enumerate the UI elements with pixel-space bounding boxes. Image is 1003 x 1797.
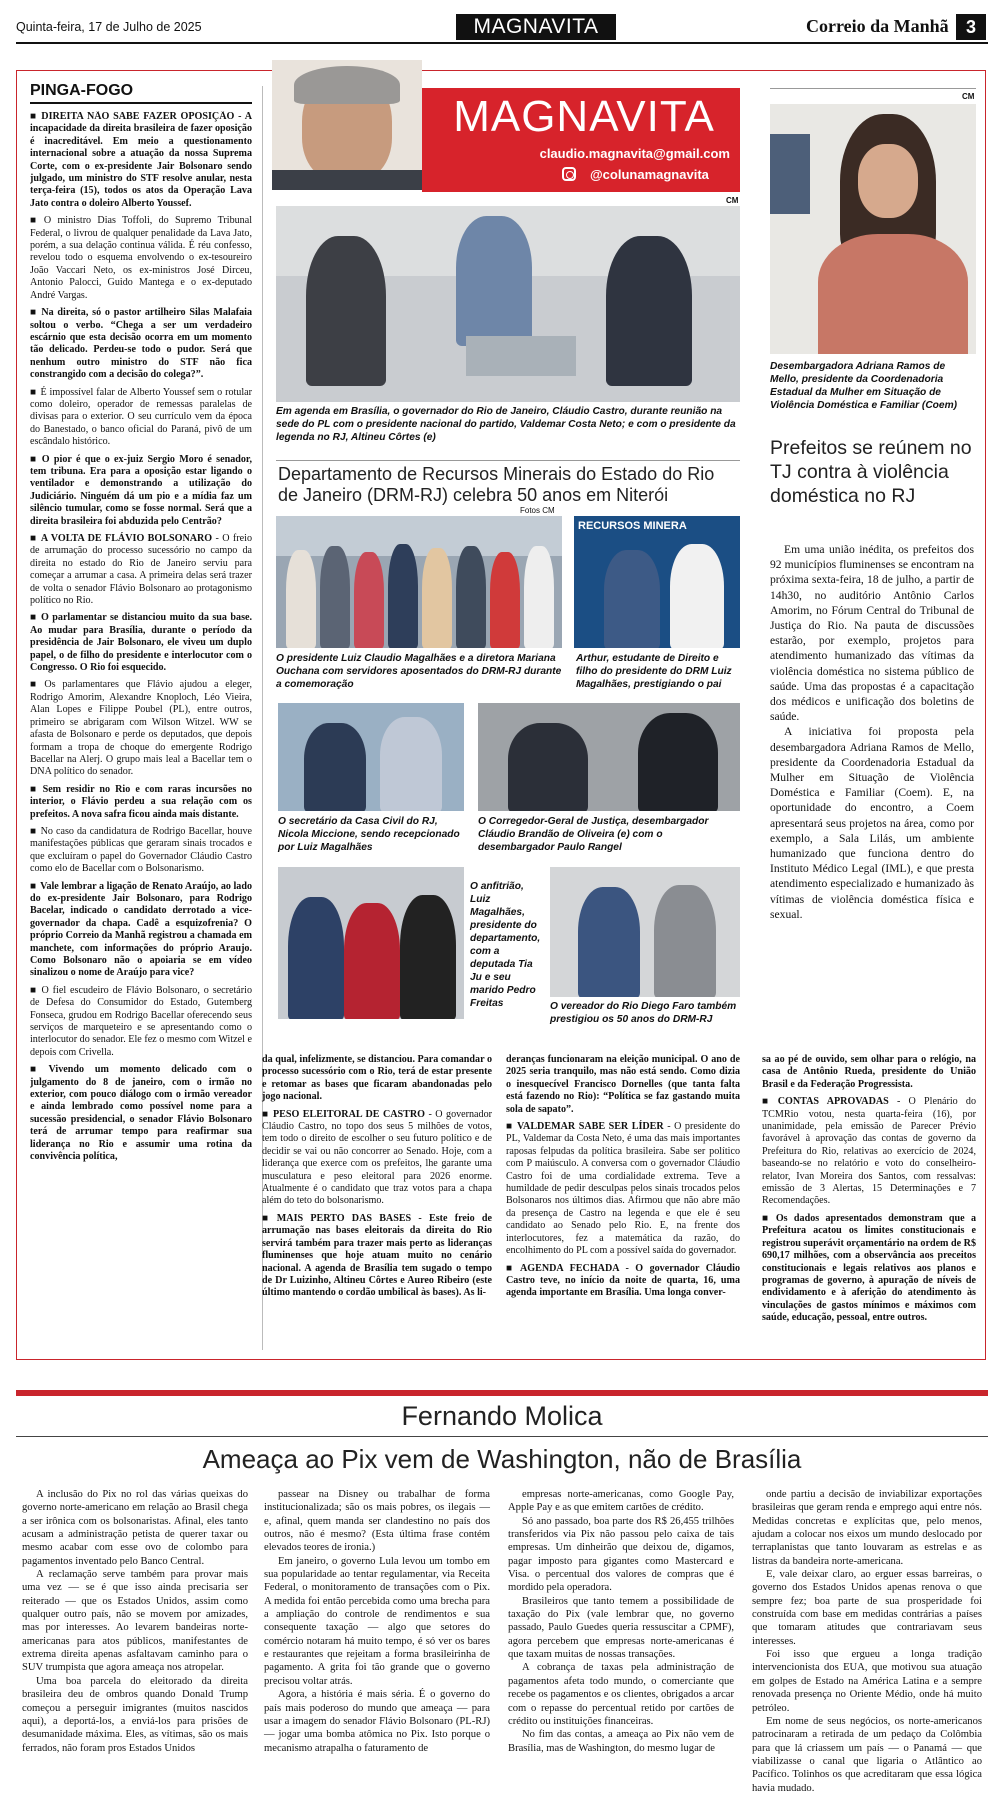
article-paragraph: Brasileiros que tanto temem a possibilidade de taxação do Pix (vale lembrar que, no governo passado, Paulo Guedes queria ressuscitar a CPMF), agora percebem que empresas norte-americanas é que taxam muitas de nossas transações.: [508, 1595, 734, 1661]
note-text: O ministro Dias Toffoli, do Supremo Tribunal Federal, o livrou de qualquer penalidade da Lava Jato, porém, a sua delação continua válida. É réu confesso, revelou todo o esquema envolvendo o ex-tesoureiro João Vaccari Neto, os ex-ministros José Dirceu, Antonio Palocci, Guido Mantega e o ex-deputado André Vargas.: [30, 215, 252, 301]
pinga-fogo-column: [30, 111, 252, 1351]
note-paragraph: [30, 679, 252, 778]
continuation-col-1: [262, 1054, 492, 1305]
molica-headline: Ameaça ao Pix vem de Washington, não de Brasília: [202, 1444, 802, 1474]
note-paragraph: [30, 454, 252, 528]
note-paragraph: [506, 1054, 740, 1116]
section-rule: [276, 460, 740, 461]
right-story-body: [770, 542, 974, 922]
columnist-instagram: @colunamagnavita: [590, 167, 709, 182]
note-text: - O governador Cláudio Castro teve, no início da noite de quarta, 16, uma agenda importante em Brasília. Uma longa conver-: [506, 1262, 740, 1299]
note-text: sa ao pé de ouvido, sem olhar para o relógio, na casa de Antônio Rueda, presidente do União Brasil e da Federação Progressista.: [762, 1054, 976, 1090]
right-story-headline: Prefeitos se reúnem no TJ contra à violência doméstica no RJ: [770, 437, 972, 507]
molica-author-rule: [16, 1436, 988, 1437]
note-paragraph: [262, 1109, 492, 1208]
column-title: MAGNAVITA: [453, 92, 715, 141]
note-text: - O presidente do PL, Valdemar da Costa Neto, é uma das mais importantes raposas felpudas da política brasileira. Sabe ser político com P maiúsculo. A conversa com o governador Cláudio Castro foi de uma cordialidade extrema. Teve a humildade de pedir desculpas pelos sinais trocados pelos Bolsonaros nos últimos dias. Afirmou que não abre mão da presença de Castro na legenda e que ele é seu candidato ao Senado pelo Rio. E, na frente dos interlocutores, fez a matemática da razão, do encolhimento do PL com a possível saída do governador.: [506, 1121, 741, 1257]
note-text: - A incapacidade da direita brasileira de fazer oposição é inacreditável. Em meio a questionamento internacional sobre a atuação da nossa Suprema Corte, com o ex-presidente Jair Bolsonaro sendo julgado, um ministro do STF resolve anular, nesta terça-feira (15), todos os atos da Operação Lava Jato contra o doleiro Alberto Youssef.: [30, 111, 252, 209]
header-rule: [16, 42, 988, 44]
note-lead: A VOLTA DE FLÁVIO BOLSONARO: [40, 533, 213, 544]
molica-top-bar: [16, 1390, 988, 1396]
continuation-col-2: [506, 1054, 740, 1305]
note-text: O fiel escudeiro de Flávio Bolsonaro, o secretário de Defesa do Consumidor do Estado, Gutemberg Fonseca, grudou em Rodrigo Bacellar oferecendo seus serviços de marqueteiro e se apresentando como o interlocutor do senador. Ele fez o mesmo com Witzel e depois com Crivella.: [30, 984, 252, 1058]
note-text: - O freio de arrumação do processo sucessório no campo da direita no estado do Rio de Janeiro serviu para começar a arrumar a casa. A primeira delas será trazer de volta o senador Flávio Bolsonaro ao protagonismo político no Rio.: [30, 533, 252, 607]
newspaper-name: Correio da Manhã: [806, 16, 949, 36]
note-paragraph: [30, 612, 252, 674]
note-paragraph: [762, 1213, 976, 1325]
arthur-photo: [574, 516, 740, 648]
note-text: No caso da candidatura de Rodrigo Bacellar, houve manifestações públicas que geraram sinais trocados e que excluíram o papel do Governador Cláudio Castro como elo de Bacellar com o Bolsonarismo.: [30, 825, 252, 875]
note-paragraph: [262, 1054, 492, 1104]
note-paragraph: [762, 1096, 976, 1208]
note-lead: CONTAS APROVADAS: [777, 1096, 889, 1108]
note-text: É impossível falar de Alberto Youssef sem o rotular como doleiro, operador de remessas paralelas de divisas para o exterior. O seu currículo vem da época do Banestado, o banco oficial do Paraná, pivô de um escândalo histórico.: [30, 386, 252, 448]
article-paragraph: passear na Disney ou trabalhar de forma institucionalizada; são os mais pobres, os ilegais — e, afinal, quem manda ser clandestino no país dos outros, não é mesmo? (Esta última frase contém elevados teores de ironia.): [264, 1489, 490, 1554]
drm-caption-4: O Corregedor-Geral de Justiça, desembargador Cláudio Brandão de Oliveira (e) com o desembargador Paulo Rangel: [478, 816, 709, 853]
article-paragraph: No fim das contas, a ameaça ao Pix não vem de Brasília, mas de Washington, do mesmo lugar de: [508, 1729, 734, 1754]
article-paragraph: onde partiu a decisão de inviabilizar exportações brasileiras que geram renda e emprego aqui entre nós. Medidas concretas e explícitas que, pelo menos, ajudam a colocar nos eixos um mundo deslocado por terraplanistas que tanto louvaram as estrelas e as listras da bandeira norte-americana.: [752, 1489, 982, 1567]
molica-col-2: [264, 1488, 490, 1755]
note-paragraph: [30, 881, 252, 980]
note-text: - O Plenário do TCMRio votou, nesta quarta-feira (16), por unanimidade, pela emissão de Parecer Prévio favorável à aprovação das contas de governo da Prefeitura do Rio, relativas ao exercício de 2024, baseando-se no relatório e voto do conselheiro-relator, Ivan Moreira dos Santos, com ressalvas: emissão de 3 Alertas, 15 Determinações e 7 Recomendações.: [762, 1096, 976, 1207]
note-lead: AGENDA FECHADA: [519, 1262, 619, 1274]
continuation-col-3: [762, 1054, 976, 1330]
drm-headline: Departamento de Recursos Minerais do Estado do Rio de Janeiro (DRM-RJ) celebra 50 anos em Niterói: [278, 464, 715, 505]
note-text: - Este freio de arrumação nas bases eleitorais da direita do Rio servirá também para trazer mais perto as lideranças fluminenses que hoje atuam muito no cenário nacional. A agenda de Brasília tem sugado o tempo de Dr Luizinho, Altineu Côrtes e Aureo Ribeiro (este último mantendo o cordão umbilical às bases). As li-: [262, 1212, 493, 1299]
article-paragraph: A cobrança de taxas pela administração de pagamentos afeta todo mundo, o comerciante que recebe os pagamentos e os clientes, obrigados a arcar com o repasse do percentual retido por cartões de crédito ou instituições financeiras.: [508, 1662, 734, 1727]
article-paragraph: A reclamação serve também para provar mais uma vez — se é que isso ainda precisaria ser reiterado — que os Estados Unidos, assim como qualquer outro país, não se movem por amizades, mas por interesses. Ao levarem bandeiras norte-americanas para atos públicos, manifestantes de extrema direita apenas asfaltavam caminho para o SUV trumpista que agora ameaça nos atropelar.: [22, 1569, 248, 1674]
note-text: deranças funcionaram na eleição municipal. O ano de 2025 seria tranquilo, mas não está sendo. Como dizia o inesquecível Francisco Dornelles (que tanta falta está fazendo no Rio): “Política se faz gastando muita sola de sapato”.: [506, 1054, 740, 1115]
right-top-rule: [770, 88, 976, 89]
note-paragraph: [30, 387, 252, 449]
note-paragraph: [30, 826, 252, 876]
meeting-photo: [276, 206, 740, 402]
note-text: O pior é que o ex-juiz Sergio Moro é senador, tem tribuna. Era para a oposição estar ligando o ventilador e demonstrando a utilização do Judiciário. Ninguém dá um pio e a mídia faz um silêncio tumular, como se fosse normal. Será que a direita brasileira foi abduzida pelo Centrão?: [30, 453, 252, 527]
note-lead: DIREITA NÃO SABE FAZER OPOSIÇÃO: [41, 111, 235, 122]
drm-photo-credit: Fotos CM: [520, 506, 555, 515]
note-paragraph: [506, 1263, 740, 1300]
note-text: - O governador Cláudio Castro, no topo dos seus 5 milhões de votos, tem todo o direito de escolher o seu futuro político e de decidir se vai ou não concorrer ao Senado. Hoje, com a liderança que exerce com os prefeitos, lhe garante uma musculatura e peso eleitoral para 2026 enorme. Atualmente é o candidato que traz votos para a chapa além do teto do bolsonarismo.: [262, 1108, 492, 1207]
drm-group-photo: [276, 516, 562, 648]
note-paragraph: [30, 533, 252, 607]
note-text: Na direita, só o pastor artilheiro Silas Malafaia soltou o verbo. “Chega a ser um verdadeiro escárnio que esta decisão ocorra em um momento tão delicado. Perdeu-se todo o pudor. Será que nenhum outro ministro do STF não fica constrangido com a decisão do colega?”.: [30, 307, 252, 381]
pinga-fogo-rule: [30, 102, 252, 104]
note-text: Vale lembrar a ligação de Renato Araújo, ao lado do ex-presidente Jair Bolsonaro, para Rodrigo Bacelar, indicado o candidato derrotado a vice-governador da chapa. Cadê a esquizofrenia? O próprio Correio da Manhã registrou a chamada em manchete, com informações do próprio Araujo. Como Bolsonaro não o apoiaria se em vídeo sinalizou o nome de Araújo para vice?: [30, 880, 252, 979]
instagram-icon: [562, 167, 576, 181]
drm-caption-1: O presidente Luiz Claudio Magalhães e a diretora Mariana Ouchana com servidores aposentados do DRM-RJ durante a comemoração: [276, 653, 562, 690]
photo-credit: CM: [726, 196, 739, 205]
article-paragraph: Em janeiro, o governo Lula levou um tombo em sua popularidade ao tentar regulamentar, via Receita Federal, o monitoramento de transações com o Pix. A medida foi então percebida como uma brecha para a ampliação do controle de rendimentos e sua consequente taxação — algo que setores do comércio notaram há muito tempo, é só ver os bares e restaurantes que rejeitam a forma brasileirinha de pagamento. A grita foi tão grande que o governo precisou voltar atrás.: [264, 1555, 490, 1687]
article-paragraph: Em uma união inédita, os prefeitos dos 92 municípios fluminenses se encontram na próxima sexta-feira, 18 de julho, a partir de 14h30, no auditório Antônio Carlos Amorim, no Fórum Central do Tribunal de Justiça do Rio. Na pauta de discussões estarão, por exemplo, projetos para atendimento humanizado das vítimas da violência doméstica no sistema público de saúde. Uma das propostas é a capacitação dos médicos e unificação dos boletins de saúde.: [770, 543, 974, 724]
note-paragraph: [506, 1121, 740, 1257]
judge-caption: Desembargadora Adriana Ramos de Mello, presidente da Coordenadoria Estadual da Mulher em Situação de Violência Doméstica e Familiar (Coem): [770, 361, 958, 411]
note-lead: PESO ELEITORAL DE CASTRO: [272, 1108, 426, 1120]
article-paragraph: A iniciativa foi proposta pela desembargadora Adriana Ramos de Mello, presidente da Coordenadoria Estadual da Mulher em Situação de Violência Doméstica e Familiar (Coem). E, na oportunidade do encontro, a Coem apresentará seus projetos na área, como por exemplo, a Sala Lilás, um ambiente humanizado que funciona dentro do Instituto Médico Legal (IML), e que presta atendimento especializado e humanizado às vítimas de violência doméstica física e sexual.: [770, 725, 974, 921]
note-text: Sem residir no Rio e com raras incursões no interior, o Flávio perdeu a sua relação com os prefeitos. A nova safra ficou ainda mais distante.: [30, 783, 252, 820]
judge-photo: [770, 104, 976, 354]
note-text: O parlamentar se distanciou muito da sua base. Ao mudar para Brasília, durante o período da presidência de Jair Bolsonaro, ele viveu um duplo papel, o de filho do presidente e interlocutor com o Congresso. O Rio foi esquecido.: [30, 612, 252, 674]
note-paragraph: [262, 1213, 492, 1300]
judge-photo-credit: CM: [962, 92, 975, 101]
page-number: 3: [956, 14, 986, 40]
article-paragraph: Foi isso que ergueu a longa tradição intervencionista dos EUA, que motivou sua atuação em golpes de Estado na América Latina e a sempre renovada presença no Oriente Médio, onde há muito petróleo.: [752, 1649, 982, 1714]
article-paragraph: E, vale deixar claro, ao erguer essas barreiras, o governo dos Estados Unidos apenas renova o que sempre fez; boa parte de sua prosperidade foi construída com base em medidas contrárias a países que tomaram atitudes que contrariavam seus interesses.: [752, 1569, 982, 1647]
note-paragraph: [30, 784, 252, 821]
section-banner: MAGNAVITA: [456, 14, 616, 40]
article-paragraph: Só ano passado, boa parte dos R$ 26,455 trilhões transferidos via Pix não passou pelo caixa de tais empresas. Um dinheirão que deixou de, digamos, pagar imposto para gigantes como Mastercard e Visa. o percentual dos valores de compras que é mordido pela operadora.: [508, 1515, 734, 1594]
vereador-photo: [550, 867, 740, 997]
miccione-photo: [278, 703, 464, 811]
note-lead: MAIS PERTO DAS BASES: [276, 1212, 412, 1224]
molica-col-4: [752, 1488, 982, 1795]
note-text: Os parlamentares que Flávio ajudou a eleger, Rodrigo Amorim, Alexandre Knoploch, Léo Vieira, Alan Lopes e Filippe Poubel (PL), entre outros, primeiro se abrigaram com Wilson Witzel. WW se afasta de Bolsonaro e perde os deputados, que depois formam a tropa de choque do emergente Rodrigo Bacellar na Alerj. O grupo mais leal a Bacellar tem o DNA político do senador.: [30, 679, 252, 778]
molica-col-1: [22, 1488, 248, 1755]
corregedor-photo: [478, 703, 740, 811]
note-paragraph: [30, 1064, 252, 1163]
article-paragraph: Agora, a história é mais séria. É o governo do país mais poderoso do mundo que ameaça — para usar a imagem do senador Flávio Bolsonaro (PL-RJ) — jogar uma bomba atômica no Pix. Isto porque o mecanismo atrapalha o faturamento de: [264, 1689, 490, 1754]
note-text: da qual, infelizmente, se distanciou. Para comandar o processo sucessório com o Rio, terá de estar presente e retomar as bases que ficaram abandonadas pelo jogo nacional.: [262, 1054, 492, 1103]
drm-caption-6: O vereador do Rio Diego Faro também prestigiou os 50 anos do DRM-RJ: [550, 1001, 737, 1025]
page-date: Quinta-feira, 17 de Julho de 2025: [16, 20, 202, 34]
molica-col-3: [508, 1488, 734, 1755]
article-paragraph: Em nome de seus negócios, os norte-americanos patrocinaram a retirada de um pedaço da Colômbia para que lá criassem um país — o Panamá — que viabilizasse o canal que ligaria o Atlântico ao Pacífico. Tolinhos os que acreditaram que essa lógica havia mudado.: [752, 1715, 982, 1794]
note-text: Vivendo um momento delicado com o julgamento do 8 de janeiro, com o irmão no exterior, com pouco diálogo com o irmão vereador e ainda lembrado como possível nome para a sucessão presidencial, o senador Flávio Bolsonaro terá de arrumar tempo para reafirmar sua liderança no Rio e assumir uma rotina da convivência política,: [30, 1064, 252, 1163]
note-paragraph: [30, 215, 252, 302]
meeting-caption: Em agenda em Brasília, o governador do Rio de Janeiro, Cláudio Castro, durante reunião na sede do PL com o presidente nacional do partido, Valdemar Costa Neto; e com o presidente da legenda no RJ, Altineu Côrtes (e): [276, 406, 736, 443]
molica-author: Fernando Molica: [401, 1401, 603, 1431]
note-paragraph: [762, 1054, 976, 1091]
drm-caption-3: O secretário da Casa Civil do RJ, Nicola Miccione, sendo recepcionado por Luiz Magalhães: [278, 816, 460, 853]
drm-caption-2: Arthur, estudante de Direito e filho do presidente do DRM Luiz Magalhães, prestigiando o pai: [576, 653, 732, 690]
note-paragraph: [30, 985, 252, 1059]
columnist-email: claudio.magnavita@gmail.com: [539, 146, 730, 161]
photo-sign-text: RECURSOS MINERA: [578, 520, 687, 532]
pinga-fogo-title: PINGA-FOGO: [30, 82, 134, 99]
columnist-photo: [272, 60, 422, 190]
note-text: Os dados apresentados demonstram que a Prefeitura acatou os limites constitucionais e registrou superávit orçamentário na ordem de R$ 690,17 milhões, com a observância aos preceitos constitucionais e legais relativos aos planos e programas de governo, à apuração de níveis de endividamento e à aferição do atendimento às vinculações de gastos mínimos e máximos com saúde, educação, pessoal, entre outros.: [762, 1212, 976, 1324]
drm-caption-5: O anfitrião, Luiz Magalhães, presidente do departamento, com a deputada Tia Ju e seu marido Pedro Freitas: [470, 881, 541, 1009]
note-paragraph: [30, 307, 252, 381]
article-paragraph: A inclusão do Pix no rol das várias queixas do governo norte-americano em relação ao Brasil chega a ser irônica com os bolsonaristas. Afinal, eles tanto acusam a administração petista de querer taxar ou mesmo acabar com esse ovo de colombo para pagamentos inventado pelo Banco Central.: [22, 1489, 248, 1567]
anfitriao-photo: [278, 867, 464, 1019]
article-paragraph: empresas norte-americanas, como Google Pay, Apple Pay e as que emitem cartões de crédito.: [508, 1489, 734, 1514]
article-paragraph: Uma boa parcela do eleitorado da direita brasileira deu de ombros quando Donald Trump começou a perseguir imigrantes (muitos nascidos aqui), a deportá-los, a enviá-los para prisões de desumanidade máxima. Eles, as vítimas, são os mais ferrados, não foram pros Estados Unidos: [22, 1675, 248, 1754]
note-paragraph: [30, 111, 252, 210]
note-lead: VALDEMAR SABE SER LÍDER: [517, 1121, 664, 1133]
